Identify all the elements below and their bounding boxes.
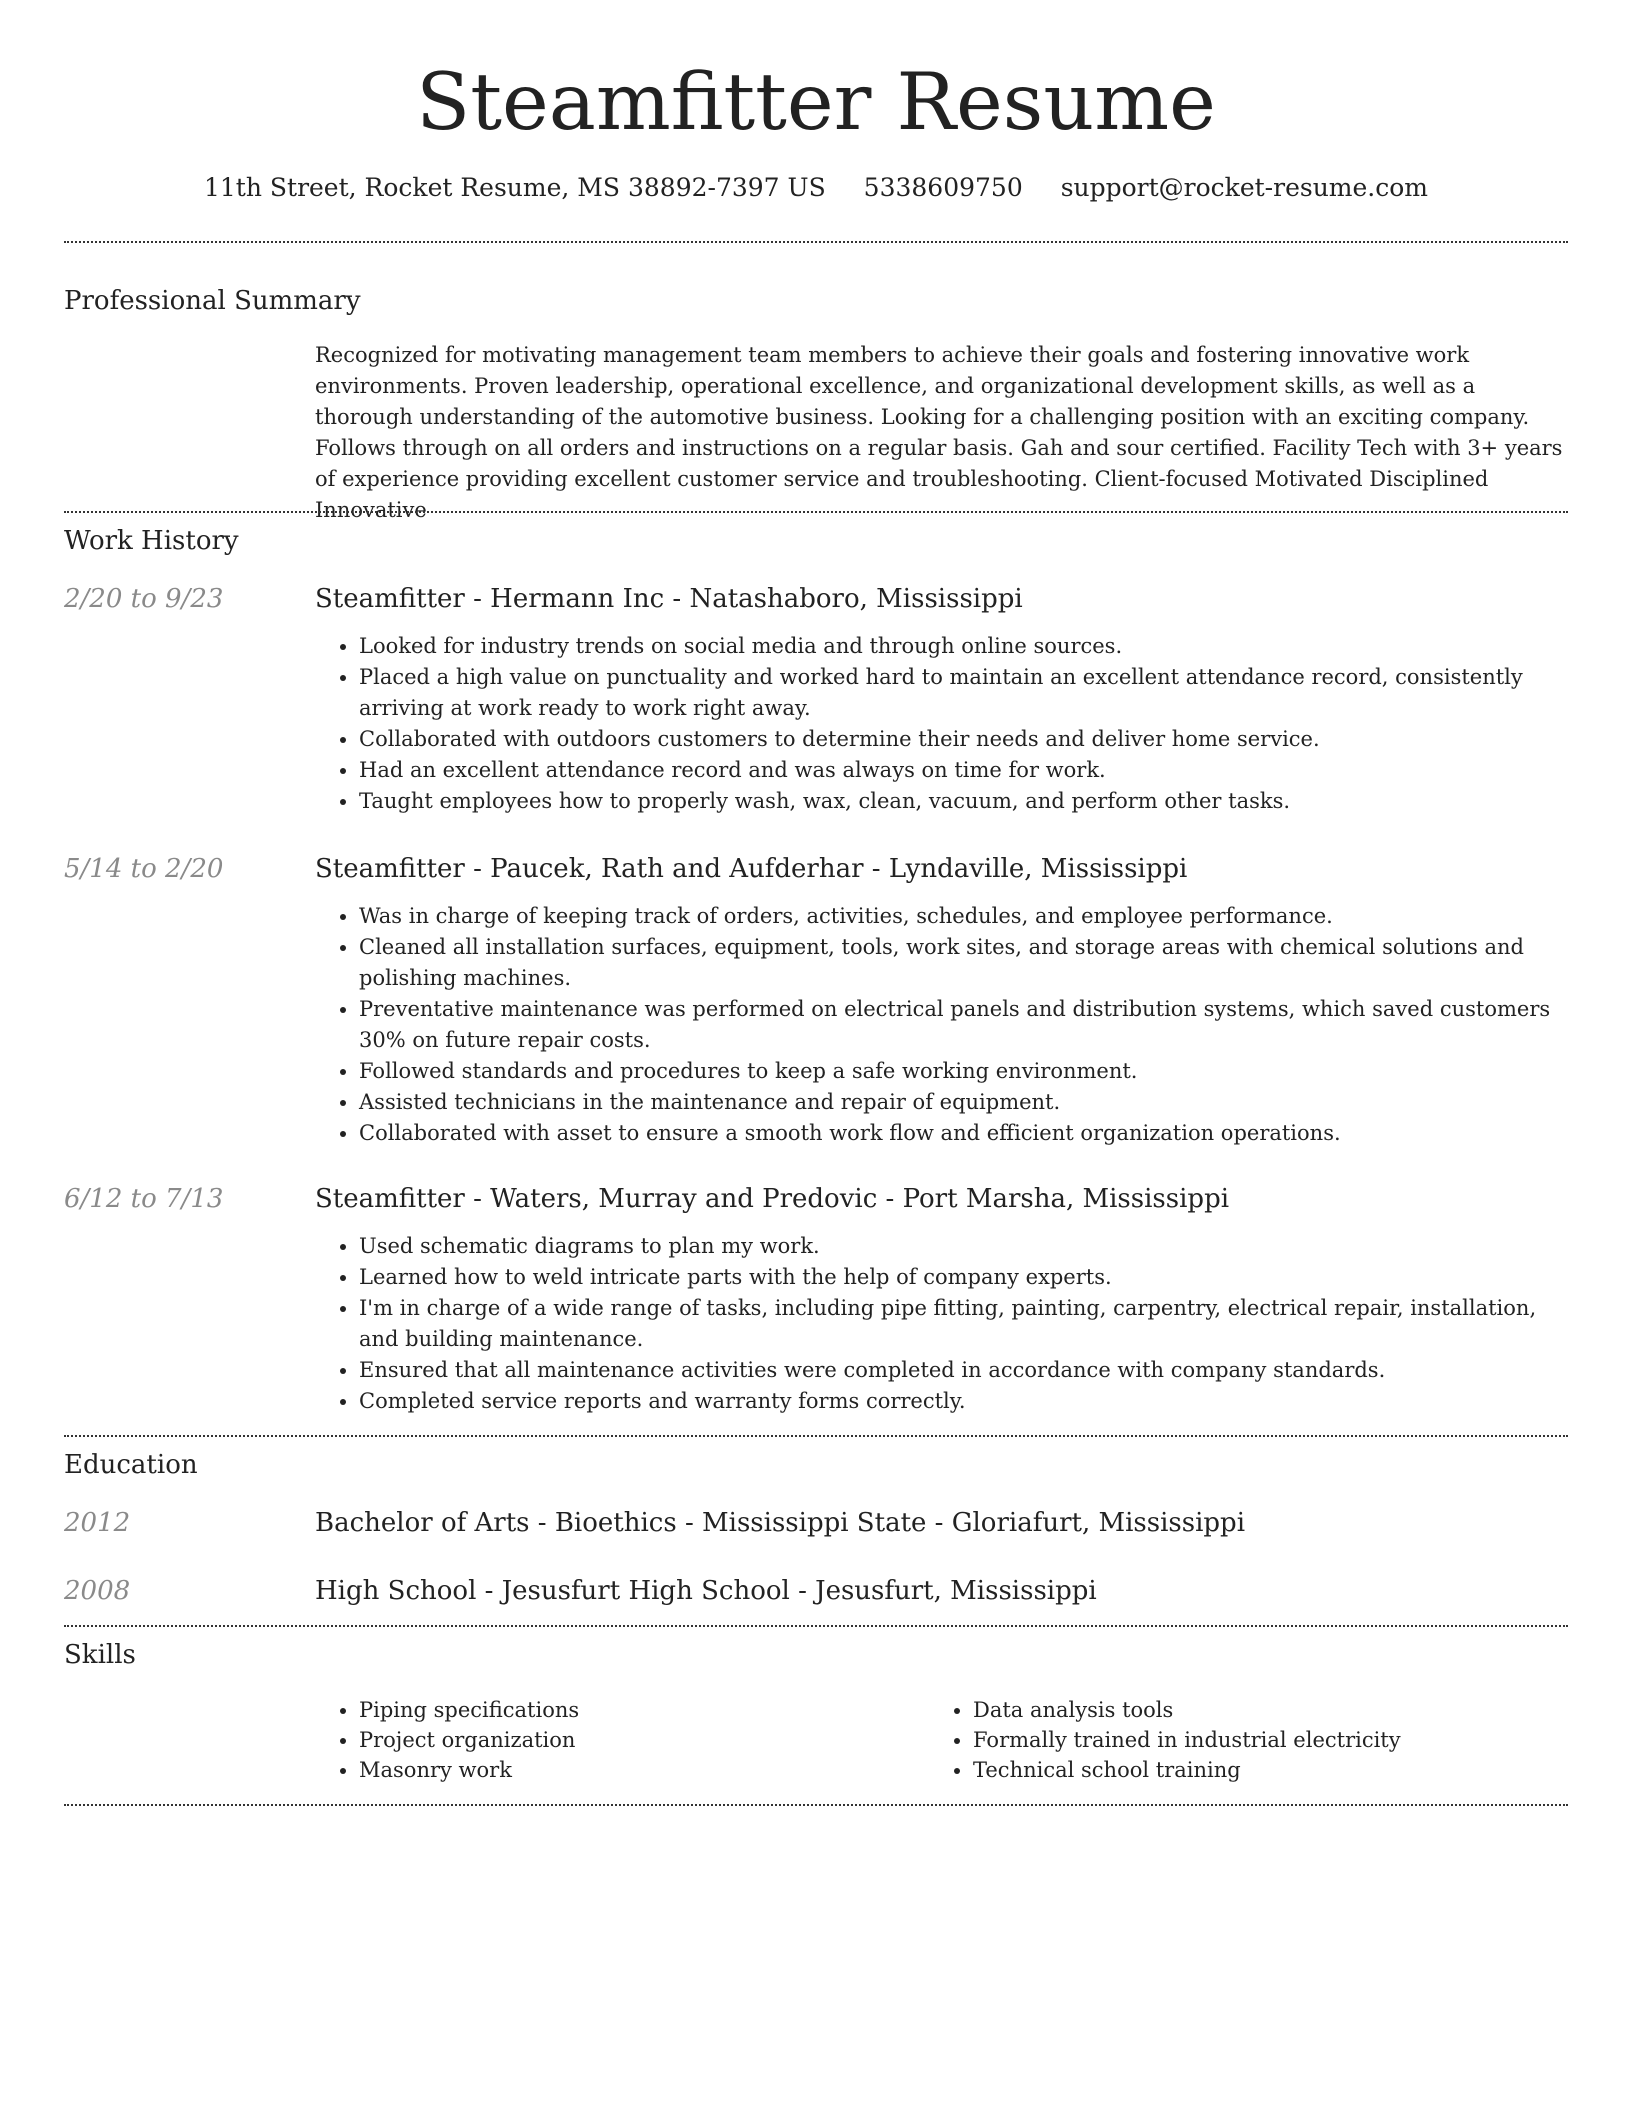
- job-bullet: • Used schematic diagrams to plan my work.: [359, 1231, 1569, 1262]
- summary-text: Recognized for motivating management team members to achieve their goals and fostering innovative work environments. Proven leadership, operational excellence, and organizational development skills, as well as a thorough understanding of the automotive business. Looking for a challenging position with an exciting company. Follows through on all orders and instructions on a regular basis. Gah and sour certified. Facility Tech with 3+ years of experience providing excellent customer service and troubleshooting. Client-focused Motivated Disciplined Innovative: [315, 343, 1563, 522]
- skill-item: • Technical school training: [973, 1755, 1489, 1785]
- education-details: Bachelor of Arts - Bioethics - Mississippi State - Gloriafurt, Mississippi: [315, 1508, 1246, 1538]
- job-bullet: • Preventative maintenance was performed on electrical panels and distribution systems, which saved customers 30% on future repair costs.: [359, 994, 1569, 1056]
- divider: [64, 1625, 1568, 1627]
- job-bullet: • I'm in charge of a wide range of tasks, including pipe fitting, painting, carpentry, electrical repair, installation, and building maintenance.: [359, 1293, 1569, 1355]
- section-title-skills: Skills: [64, 1640, 136, 1670]
- skill-item: • Project organization: [359, 1725, 875, 1755]
- divider: [64, 511, 1568, 513]
- job-bullet: • Assisted technicians in the maintenance and repair of equipment.: [359, 1087, 1569, 1118]
- job-bullet-list: [315, 1231, 1569, 1417]
- section-title-work: Work History: [64, 526, 239, 556]
- divider: [64, 1804, 1568, 1806]
- job-heading: Steamfitter - Paucek, Rath and Aufderhar - Lyndaville, Mississippi: [315, 854, 1188, 884]
- skill-item: • Masonry work: [359, 1755, 875, 1785]
- job-bullet: • Ensured that all maintenance activities were completed in accordance with company standards.: [359, 1355, 1569, 1386]
- job-bullet: • Looked for industry trends on social media and through online sources.: [359, 631, 1569, 662]
- job-dates: 2/20 to 9/23: [64, 584, 224, 614]
- education-year: 2012: [64, 1508, 131, 1538]
- contact-email: support@rocket-resume.com: [1060, 173, 1428, 202]
- resume-title: Steamfitter Resume: [416, 56, 1216, 148]
- skill-item: • Data analysis tools: [973, 1695, 1489, 1725]
- divider: [64, 241, 1568, 243]
- section-title-summary: Professional Summary: [64, 286, 361, 316]
- job-bullet: • Followed standards and procedures to keep a safe working environment.: [359, 1056, 1569, 1087]
- job-heading: Steamfitter - Hermann Inc - Natashaboro, Mississippi: [315, 584, 1023, 614]
- job-bullet: • Completed service reports and warranty forms correctly.: [359, 1386, 1569, 1417]
- skill-item: • Formally trained in industrial electricity: [973, 1725, 1489, 1755]
- contact-line: [0, 170, 1632, 206]
- skills-list-right: [929, 1695, 1489, 1785]
- education-year: 2008: [64, 1576, 131, 1606]
- job-bullet: • Collaborated with outdoors customers to determine their needs and deliver home service.: [359, 724, 1569, 755]
- job-bullet: • Was in charge of keeping track of orders, activities, schedules, and employee performance.: [359, 901, 1569, 932]
- skill-item: • Piping specifications: [359, 1695, 875, 1725]
- job-bullet: • Learned how to weld intricate parts with the help of company experts.: [359, 1262, 1569, 1293]
- divider: [64, 1435, 1568, 1437]
- job-bullet-list: [315, 901, 1569, 1149]
- education-details: High School - Jesusfurt High School - Jesusfurt, Mississippi: [315, 1576, 1097, 1606]
- job-bullet: • Placed a high value on punctuality and worked hard to maintain an excellent attendance record, consistently arriving at work ready to work right away.: [359, 662, 1569, 724]
- job-bullet-list: [315, 631, 1569, 817]
- job-dates: 6/12 to 7/13: [64, 1184, 224, 1214]
- job-bullet: • Taught employees how to properly wash, wax, clean, vacuum, and perform other tasks.: [359, 786, 1569, 817]
- job-bullet: • Collaborated with asset to ensure a smooth work flow and efficient organization operations.: [359, 1118, 1569, 1149]
- job-dates: 5/14 to 2/20: [64, 854, 224, 884]
- skills-list-left: [315, 1695, 875, 1785]
- section-title-education: Education: [64, 1450, 198, 1480]
- contact-address: 11th Street, Rocket Resume, MS 38892-7397 US: [203, 173, 826, 202]
- contact-phone: 5338609750: [863, 173, 1023, 202]
- job-bullet: • Had an excellent attendance record and was always on time for work.: [359, 755, 1569, 786]
- job-heading: Steamfitter - Waters, Murray and Predovic - Port Marsha, Mississippi: [315, 1184, 1230, 1214]
- job-bullet: • Cleaned all installation surfaces, equipment, tools, work sites, and storage areas with chemical solutions and polishing machines.: [359, 932, 1569, 994]
